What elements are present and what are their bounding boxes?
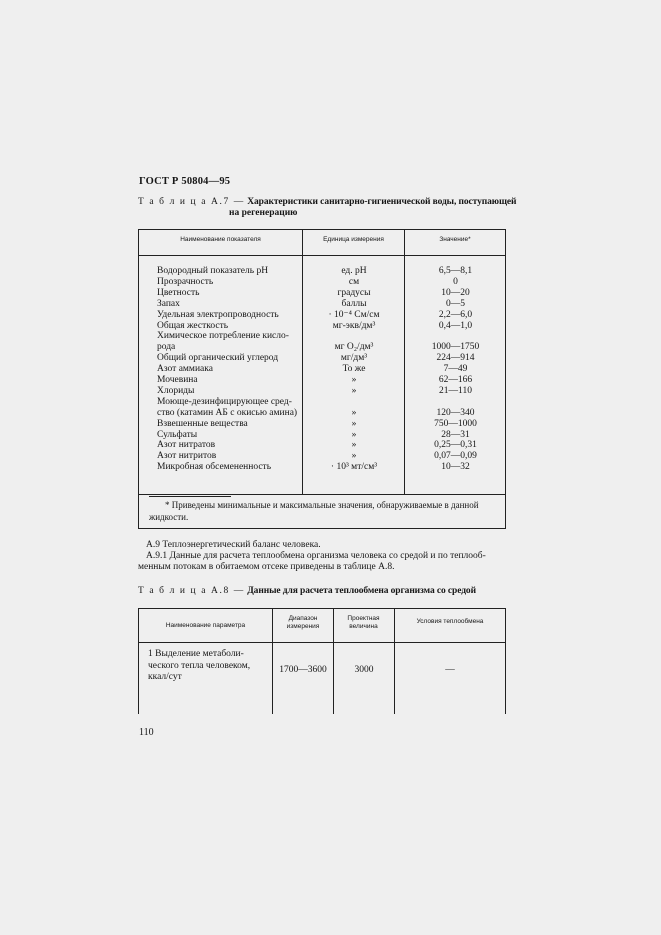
row-unit: градусы [337,287,371,298]
table-row [139,288,505,299]
row-value: 750—1000 [434,418,477,429]
row-name: Общий органический углерод [157,353,279,364]
table-row [139,353,505,364]
row-value: 62—166 [438,375,473,385]
table8-caption [138,586,518,597]
row-name: Общая жесткость [157,320,229,331]
page-number: 110 [139,727,154,738]
param-name-line: ческого тепла человеком, [148,660,251,671]
table-row [139,386,505,397]
table-row [139,277,505,288]
row-unit: » [351,385,357,396]
para-a91-line1: А.9.1 Данные для расчета теплообмена организма человека со средой и по теплооб- [146,551,486,561]
row-unit: · 10⁻⁴ См/см [328,309,380,320]
table-row [139,462,505,473]
table8-col-range: Диапазон измерения [286,615,320,630]
row-name: Хлориды [157,385,195,396]
row-value: 0,4—1,0 [438,320,473,331]
row-name: ство (катамин АБ с окисью амина) [157,407,298,418]
param-name-line: 1 Выделение метаболи- [148,649,244,659]
table8-conditions-value: — [445,665,455,675]
table-row [139,321,505,332]
row-value: 21—110 [439,385,472,396]
table8-title: Данные для расчета теплообмена организма со средой [247,586,476,596]
row-unit: » [351,418,357,429]
row-name: Водородный показатель рН [157,266,269,276]
row-value: 0 [453,276,458,287]
table-row [139,397,505,408]
row-name: Запах [157,298,180,309]
table-row [139,364,505,375]
table8-param-name [148,649,250,684]
row-name: Удельная электропроводность [157,309,279,320]
table8-design-value: 3000 [354,665,374,675]
row-unit: · 10³ мт/см³ [330,462,378,473]
row-name: рода [157,342,176,353]
row-unit: То же [342,364,366,375]
row-name: Азот аммиака [157,364,213,375]
row-name: Химическое потребление кисло- [157,331,289,342]
row-value: 28—31 [441,429,470,440]
table7-footnote: * Приведены минимальные и максимальные значения, обнаруживаемые в данной жидкости. [149,500,479,522]
row-unit: » [351,407,357,418]
row-value: 120—340 [436,407,475,418]
row-name: Прозрачность [157,276,214,287]
doc-header: ГОСТ Р 50804—95 [139,176,231,187]
table-row [139,375,505,386]
row-unit: мг О₂/дм³ [334,342,374,353]
row-unit: см [348,276,360,287]
row-name: Азот нитратов [157,440,216,451]
table7-header-rule [139,255,505,256]
table7 [138,229,506,529]
table7-col-unit: Единица измерения [323,236,384,243]
row-value: 10—32 [441,462,470,473]
row-unit: баллы [341,298,367,309]
row-value: 0—5 [446,298,465,309]
row-unit: » [351,375,357,385]
row-value: 6,5—8,1 [438,266,473,276]
table-row [139,299,505,310]
table7-caption [138,197,518,219]
row-name: Моюще-дезинфицирующее сред- [157,396,292,407]
row-name: Взвешенные вещества [157,418,248,429]
table7-title-cont: на регенерацию [229,208,298,218]
table7-body-rule [139,494,505,495]
row-value: 0,25—0,31 [434,440,477,451]
table7-col-value: Значение* [439,236,471,243]
table8-col-conditions: Условия теплообмена [416,618,484,625]
table-row [139,440,505,451]
table8-header-rule [139,642,505,643]
row-name: Цветность [157,287,200,298]
table-row [139,342,505,353]
table8-divider [333,609,334,714]
param-name-line: ккал/сут [148,672,182,682]
table8-range-value: 1700—3600 [279,665,327,675]
table-row [139,430,505,441]
table-row [139,408,505,419]
row-name: Сульфаты [157,429,198,440]
row-value: 10—20 [441,287,470,298]
table8-divider [272,609,273,714]
table8-col-design: Проектная величина [347,615,380,630]
row-value: 2,2—6,0 [438,309,473,320]
row-name: Микробная обсемененность [157,462,272,473]
footnote-rule [149,496,231,497]
row-name: Азот нитритов [157,451,217,462]
table7-label: Т а б л и ц а А.7 — [138,197,245,207]
row-value: 224—914 [436,353,475,364]
row-value: 7—49 [443,364,468,375]
table-row [139,419,505,430]
row-unit: » [351,440,357,451]
row-unit: мг/дм³ [340,353,368,364]
table-row [139,451,505,462]
row-unit: мг-экв/дм³ [332,320,376,331]
table-row [139,331,505,342]
row-value: 0,07—0,09 [434,451,477,462]
row-unit: » [351,451,357,462]
row-value: 1000—1750 [431,342,480,353]
table8-label: Т а б л и ц а А.8 — [138,586,245,596]
table8-col-name: Наименование параметра [165,622,246,629]
row-unit: ед. рН [341,266,367,276]
row-unit: » [351,429,357,440]
row-name: Мочевина [157,375,198,385]
para-a9: А.9 Теплоэнергетический баланс человека. [146,540,321,550]
table7-title: Характеристики санитарно-гигиенической воды, поступающей [247,197,517,207]
para-a91-line2: менным потокам в обитаемом отсеке приведены в таблице А.8. [138,562,395,572]
table7-col-name: Наименование показателя [180,236,261,243]
table-row [139,310,505,321]
table-row [139,266,505,277]
table8 [138,608,506,714]
